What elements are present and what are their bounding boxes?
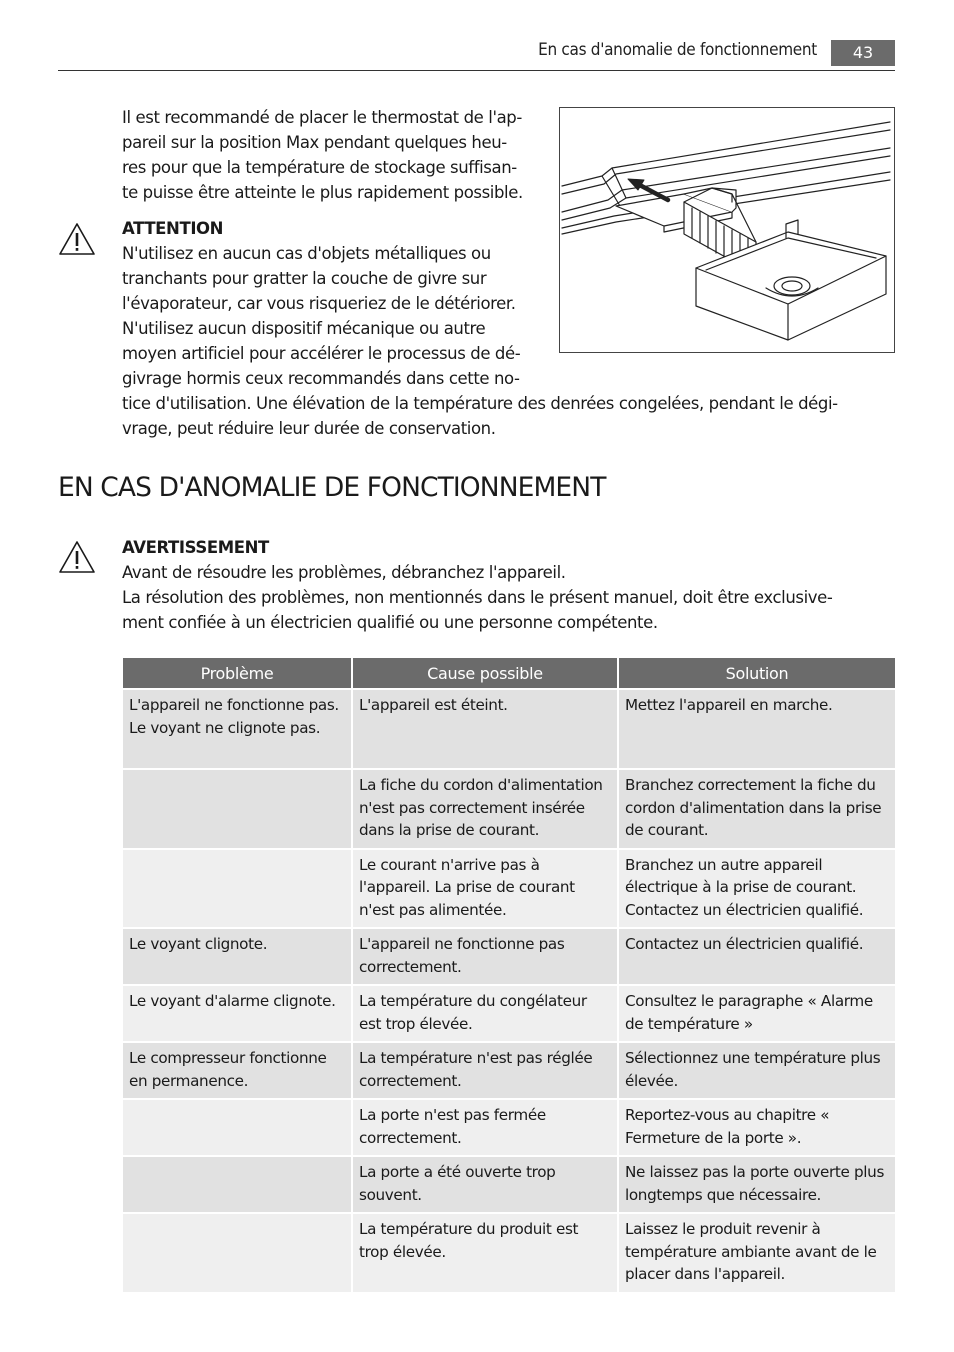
table-header-row — [123, 658, 895, 688]
column-header-solution: Solution — [619, 658, 895, 688]
intro-paragraph — [122, 105, 523, 205]
text-line: l'évaporateur, car vous risqueriez de le détériorer. — [122, 294, 516, 313]
header-rule — [58, 70, 895, 71]
cell-cause: La température du produit est trop élevée. — [353, 1214, 617, 1292]
table-row — [123, 986, 895, 1041]
text-line: ment confiée à un électricien qualifié ou une personne compétente. — [122, 613, 658, 632]
text-line: N'utilisez en aucun cas d'objets métalliques ou — [122, 244, 491, 263]
cell-solution: Consultez le paragraphe « Alarme de température » — [619, 986, 895, 1041]
text-line: vrage, peut réduire leur durée de conservation. — [122, 419, 496, 438]
cell-cause: La température du congélateur est trop élevée. — [353, 986, 617, 1041]
cell-problem — [123, 1100, 351, 1155]
cell-problem: Le compresseur fonctionne en permanence. — [123, 1043, 351, 1098]
text-line: tice d'utilisation. Une élévation de la température des denrées congelées, pendant le dégi- — [122, 394, 838, 413]
cell-solution: Ne laissez pas la porte ouverte plus longtemps que nécessaire. — [619, 1157, 895, 1212]
text-line: givrage hormis ceux recommandés dans cette no- — [122, 369, 520, 388]
text-line: N'utilisez aucun dispositif mécanique ou autre — [122, 319, 486, 338]
cell-solution: Branchez correctement la fiche du cordon d'alimentation dans la prise de courant. — [619, 770, 895, 848]
cell-problem: Le voyant clignote. — [123, 929, 351, 984]
avertissement-block — [122, 535, 832, 635]
page-number: 43 — [831, 40, 895, 66]
cell-problem — [123, 1214, 351, 1292]
table-row — [123, 929, 895, 984]
drain-tray-drawing — [560, 108, 894, 352]
text-line: te puisse être atteinte le plus rapidement possible. — [122, 183, 523, 202]
cell-problem — [123, 1157, 351, 1212]
cell-cause: La porte a été ouverte trop souvent. — [353, 1157, 617, 1212]
cell-solution: Branchez un autre appareil électrique à la prise de courant. Contactez un électricien qualifié. — [619, 850, 895, 928]
text-line: tranchants pour gratter la couche de givre sur — [122, 269, 487, 288]
cell-solution: Laissez le produit revenir à température ambiante avant de le placer dans l'appareil. — [619, 1214, 895, 1292]
cell-problem — [123, 850, 351, 928]
text-line: Il est recommandé de placer le thermostat de l'ap- — [122, 108, 522, 127]
attention-title: ATTENTION — [122, 219, 224, 238]
table-row — [123, 1043, 895, 1098]
cell-problem — [123, 770, 351, 848]
cell-cause: La fiche du cordon d'alimentation n'est pas correctement insérée dans la prise de courant. — [353, 770, 617, 848]
text-line: pareil sur la position Max pendant quelques heu- — [122, 133, 507, 152]
running-header-title: En cas d'anomalie de fonctionnement — [538, 40, 817, 60]
cell-cause: L'appareil ne fonctionne pas correctement. — [353, 929, 617, 984]
column-header-cause: Cause possible — [353, 658, 617, 688]
table-row — [123, 770, 895, 848]
column-header-problem: Problème — [123, 658, 351, 688]
table-row — [123, 1214, 895, 1292]
table-row — [123, 1157, 895, 1212]
text-line: La résolution des problèmes, non mentionnés dans le présent manuel, doit être exclusive- — [122, 588, 833, 607]
cell-problem: L'appareil ne fonctionne pas. Le voyant ne clignote pas. — [123, 690, 351, 768]
warning-triangle-icon — [58, 222, 96, 260]
text-line: Avant de résoudre les problèmes, débranchez l'appareil. — [122, 563, 566, 582]
avertissement-title: AVERTISSEMENT — [122, 538, 269, 557]
warning-triangle-icon — [58, 540, 96, 578]
cell-solution: Contactez un électricien qualifié. — [619, 929, 895, 984]
cell-cause: Le courant n'arrive pas à l'appareil. La prise de courant n'est pas alimentée. — [353, 850, 617, 928]
cell-solution: Mettez l'appareil en marche. — [619, 690, 895, 768]
defrost-illustration — [559, 107, 895, 353]
table-row — [123, 1100, 895, 1155]
cell-solution: Sélectionnez une température plus élevée. — [619, 1043, 895, 1098]
cell-cause: La porte n'est pas fermée correctement. — [353, 1100, 617, 1155]
troubleshooting-table — [121, 656, 897, 1294]
cell-cause: La température n'est pas réglée correctement. — [353, 1043, 617, 1098]
text-line: moyen artificiel pour accélérer le processus de dé- — [122, 344, 521, 363]
cell-problem: Le voyant d'alarme clignote. — [123, 986, 351, 1041]
table-row — [123, 850, 895, 928]
text-line: res pour que la température de stockage suffisan- — [122, 158, 517, 177]
table-row — [123, 690, 895, 768]
cell-cause: L'appareil est éteint. — [353, 690, 617, 768]
cell-solution: Reportez-vous au chapitre « Fermeture de la porte ». — [619, 1100, 895, 1155]
section-title: EN CAS D'ANOMALIE DE FONCTIONNEMENT — [58, 472, 606, 503]
